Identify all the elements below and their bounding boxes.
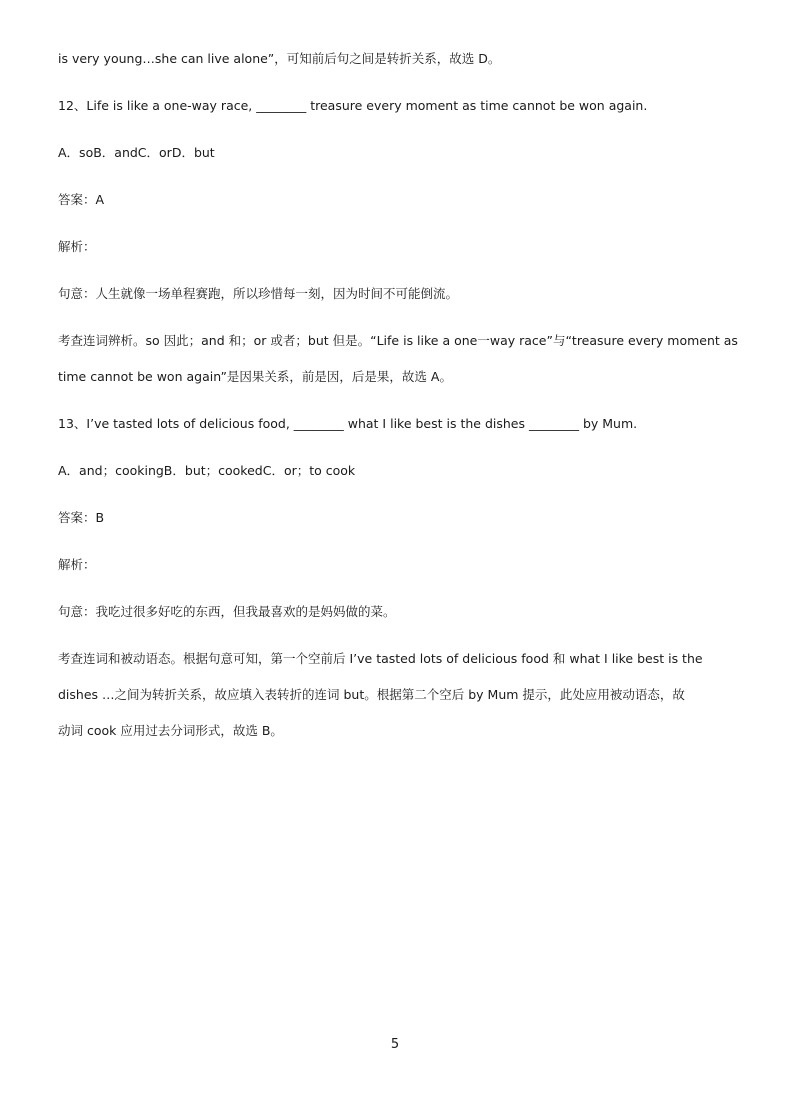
question-12-answer: 答案：A (58, 192, 105, 207)
question-12-explanation-line-1: 考查连词辨析。so 因此；and 和；or 或者；but 但是。“Life is like a one一way race”与“treasure every moment as (58, 333, 738, 348)
page-number: 5 (390, 1037, 400, 1052)
question-13: 13、I’ve tasted lots of delicious food, ________ what I like best is the dishes ________ by Mum. (58, 416, 638, 431)
question-13-options: A．and；cookingB．but；cookedC．or；to cook (58, 463, 356, 478)
question-13-answer: 答案：B (58, 510, 105, 525)
question-13-explanation-line-2: dishes …之间为转折关系，故应填入表转折的连词 but。根据第二个空后 by Mum 提示，此处应用被动语态，故 (58, 687, 685, 702)
question-13-analysis-label: 解析： (58, 557, 96, 572)
question-12-options: A．soB．andC．orD．but (58, 145, 215, 160)
question-12: 12、Life is like a one-way race, ________ treasure every moment as time cannot be won again. (58, 98, 648, 113)
question-13-meaning: 句意：我吃过很多好吃的东西，但我最喜欢的是妈妈做的菜。 (58, 604, 396, 619)
answer-explanation-11-end: is very young…she can live alone”，可知前后句之间是转折关系，故选 D。 (58, 51, 501, 66)
question-12-explanation-line-2: time cannot be won again”是因果关系，前是因，后是果，故选 A。 (58, 369, 452, 384)
question-13-explanation-line-3: 动词 cook 应用过去分词形式，故选 B。 (58, 723, 283, 738)
question-12-meaning: 句意：人生就像一场单程赛跑，所以珍惜每一刻，因为时间不可能倒流。 (58, 286, 459, 301)
question-13-explanation-line-1: 考查连词和被动语态。根据句意可知，第一个空前后 I’ve tasted lots of delicious food 和 what I like best is the (58, 651, 703, 666)
question-12-analysis-label: 解析： (58, 239, 96, 254)
